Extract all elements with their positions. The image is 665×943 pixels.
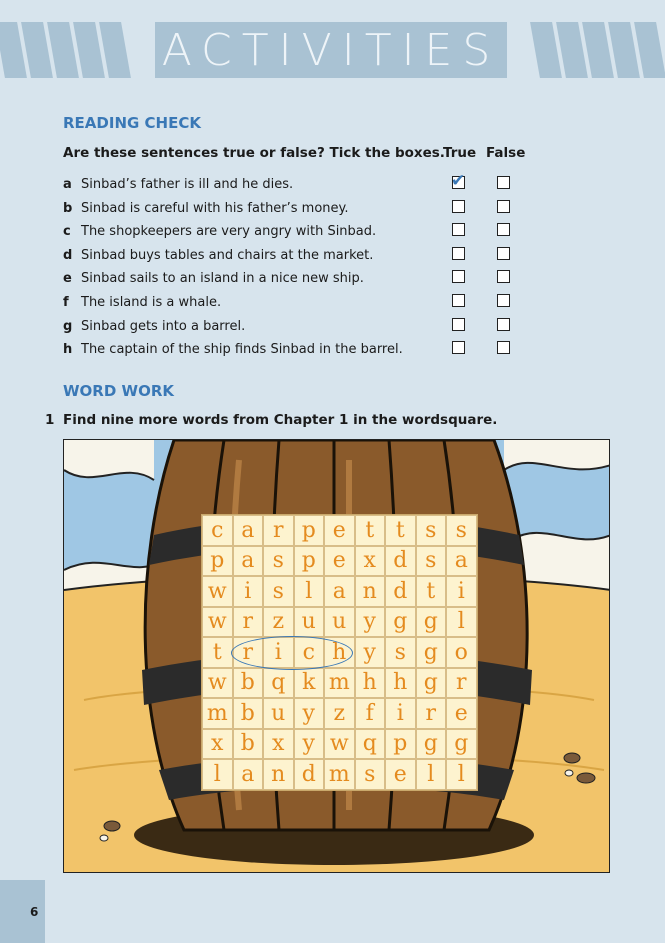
wordsquare-cell[interactable]: g — [416, 607, 447, 638]
wordsquare-cell[interactable]: u — [294, 607, 325, 638]
banner-stripes-right — [535, 22, 665, 78]
page-title: ACTIVITIES — [161, 24, 501, 76]
wordsquare-cell[interactable]: l — [416, 759, 447, 790]
wordsquare-cell[interactable]: s — [416, 515, 447, 546]
wordsquare-cell[interactable]: s — [385, 637, 416, 668]
wordsquare-cell[interactable]: y — [355, 607, 386, 638]
statement-letter: g — [63, 318, 73, 334]
wordsquare-cell[interactable]: a — [233, 546, 264, 577]
wordsquare-cell[interactable]: y — [294, 698, 325, 729]
wordsquare-cell[interactable]: a — [446, 546, 477, 577]
wordsquare-cell[interactable]: l — [446, 759, 477, 790]
wordsquare-cell[interactable]: s — [263, 546, 294, 577]
wordsquare-cell[interactable]: a — [233, 515, 264, 546]
wordsquare-cell[interactable]: i — [263, 637, 294, 668]
wordsquare-cell[interactable]: w — [202, 607, 233, 638]
page-number: 6 — [30, 905, 39, 919]
wordsquare-cell[interactable]: i — [446, 576, 477, 607]
wordsquare-cell[interactable]: m — [324, 759, 355, 790]
wordsquare-cell[interactable]: b — [233, 729, 264, 760]
false-checkbox[interactable] — [497, 223, 510, 236]
true-checkbox[interactable] — [451, 171, 466, 191]
wordsquare-cell[interactable]: r — [233, 607, 264, 638]
wordsquare-cell[interactable]: p — [294, 515, 325, 546]
wordsquare-cell[interactable]: l — [294, 576, 325, 607]
wordsquare-cell[interactable]: p — [385, 729, 416, 760]
statement-text: Sinbad sails to an island in a nice new ship. — [81, 271, 364, 287]
wordsquare-cell[interactable]: t — [416, 576, 447, 607]
true-column-heading: True — [443, 145, 477, 161]
wordsquare-cell[interactable]: g — [416, 668, 447, 699]
true-checkbox[interactable] — [452, 247, 465, 260]
wordsquare-cell[interactable]: z — [324, 698, 355, 729]
statement-item — [63, 292, 623, 316]
wordsquare-cell[interactable]: w — [202, 576, 233, 607]
statement-letter: h — [63, 342, 73, 358]
wordsquare-cell[interactable]: e — [324, 546, 355, 577]
barrel-illustration — [63, 439, 610, 873]
statement-text: Sinbad’s father is ill and he dies. — [81, 177, 294, 192]
statement-list — [63, 171, 623, 363]
banner-stripes-left — [0, 22, 130, 78]
true-checkbox[interactable] — [452, 223, 465, 236]
wordsquare-cell[interactable]: t — [202, 637, 233, 668]
wordsquare-cell[interactable]: x — [355, 546, 386, 577]
wordsquare-cell[interactable]: r — [263, 515, 294, 546]
wordsquare-cell[interactable]: h — [355, 668, 386, 699]
statement-item — [63, 221, 623, 245]
statement-item — [63, 171, 623, 198]
wordsquare-cell[interactable]: y — [294, 729, 325, 760]
wordsquare-cell[interactable]: x — [263, 729, 294, 760]
wordsquare-cell[interactable]: o — [446, 637, 477, 668]
banner-title-box — [155, 22, 507, 78]
wordsquare-cell[interactable]: c — [294, 637, 325, 668]
wordsquare-cell[interactable]: g — [385, 607, 416, 638]
wordsquare-cell[interactable]: n — [263, 759, 294, 790]
reading-check-instruction: Are these sentences true or false? Tick the boxes. — [63, 145, 445, 161]
false-checkbox[interactable] — [497, 176, 510, 189]
wordsquare-cell[interactable]: f — [355, 698, 386, 729]
wordsquare-cell[interactable]: w — [202, 668, 233, 699]
wordsquare-cell[interactable]: s — [263, 576, 294, 607]
wordsquare-cell[interactable]: x — [202, 729, 233, 760]
wordsquare-cell[interactable]: b — [233, 668, 264, 699]
statement-item — [63, 245, 623, 269]
statement-text: The island is a whale. — [81, 294, 222, 310]
statement-text: Sinbad is careful with his father’s money. — [81, 200, 349, 216]
wordsquare-cell[interactable]: g — [446, 729, 477, 760]
wordsquare-cell[interactable]: w — [324, 729, 355, 760]
statement-letter: a — [63, 177, 72, 192]
wordsquare-cell[interactable]: a — [324, 576, 355, 607]
wordsquare-cell[interactable]: h — [385, 668, 416, 699]
true-checkbox[interactable] — [452, 294, 465, 307]
tick-icon: ✔ — [451, 171, 466, 191]
false-checkbox[interactable] — [497, 318, 510, 331]
statement-letter: d — [63, 247, 73, 263]
wordsquare-cell[interactable]: d — [385, 576, 416, 607]
task-number: 1 — [45, 412, 55, 428]
statement-item — [63, 198, 623, 222]
wordsquare-cell[interactable]: d — [385, 546, 416, 577]
wordsquare-cell[interactable]: u — [324, 607, 355, 638]
wordsquare-cell[interactable]: t — [385, 515, 416, 546]
wordsquare-cell[interactable]: m — [202, 698, 233, 729]
statement-letter: b — [63, 200, 73, 216]
wordsquare-cell[interactable]: r — [416, 698, 447, 729]
statement-text: The shopkeepers are very angry with Sinbad. — [81, 224, 377, 240]
statement-item — [63, 339, 623, 363]
wordsquare-cell[interactable]: p — [294, 546, 325, 577]
wordsquare-cell[interactable]: r — [233, 637, 264, 668]
task-text: Find nine more words from Chapter 1 in the wordsquare. — [63, 412, 498, 428]
wordsquare-cell[interactable]: q — [355, 729, 386, 760]
statement-letter: f — [63, 294, 69, 310]
false-column-heading: False — [486, 145, 526, 161]
wordsquare-cell[interactable]: g — [416, 729, 447, 760]
wordsquare-cell[interactable]: z — [263, 607, 294, 638]
wordsquare-cell[interactable]: s — [446, 515, 477, 546]
true-checkbox[interactable] — [452, 270, 465, 283]
wordsquare-cell[interactable]: q — [263, 668, 294, 699]
wordsquare-cell[interactable]: r — [446, 668, 477, 699]
wordsquare-cell[interactable]: l — [446, 607, 477, 638]
wordsquare-cell[interactable]: i — [233, 576, 264, 607]
reading-check-heading: READING CHECK — [63, 114, 201, 132]
wordsquare-cell[interactable]: t — [355, 515, 386, 546]
statement-text: The captain of the ship finds Sinbad in the barrel. — [81, 342, 403, 358]
false-checkbox[interactable] — [497, 294, 510, 307]
statement-letter: c — [63, 224, 71, 240]
activities-banner — [0, 22, 665, 78]
wordsquare-cell[interactable]: s — [416, 546, 447, 577]
true-checkbox[interactable] — [452, 318, 465, 331]
word-work-heading: WORD WORK — [63, 382, 174, 400]
statement-letter: e — [63, 271, 72, 287]
false-checkbox[interactable] — [497, 270, 510, 283]
wordsquare-cell[interactable]: c — [202, 515, 233, 546]
wordsquare-cell[interactable]: u — [263, 698, 294, 729]
true-checkbox[interactable] — [452, 341, 465, 354]
wordsquare-cell[interactable]: l — [202, 759, 233, 790]
wordsquare-cell[interactable]: p — [202, 546, 233, 577]
wordsquare-cell[interactable]: a — [233, 759, 264, 790]
wordsquare-cell[interactable]: s — [355, 759, 386, 790]
false-checkbox[interactable] — [497, 200, 510, 213]
wordsquare-cell[interactable]: d — [294, 759, 325, 790]
statement-text: Sinbad buys tables and chairs at the market. — [81, 247, 374, 263]
true-checkbox[interactable] — [452, 200, 465, 213]
wordsquare-cell[interactable]: n — [355, 576, 386, 607]
wordsquare-cell[interactable]: i — [385, 698, 416, 729]
wordsquare-cell[interactable]: b — [233, 698, 264, 729]
wordsquare-cell[interactable]: y — [355, 637, 386, 668]
statement-item — [63, 268, 623, 292]
wordsquare-cell[interactable]: g — [416, 637, 447, 668]
wordsquare-cell[interactable]: m — [324, 668, 355, 699]
false-checkbox[interactable] — [497, 341, 510, 354]
wordsquare-cell[interactable]: e — [324, 515, 355, 546]
wordsquare-cell[interactable]: k — [294, 668, 325, 699]
wordsquare-cell[interactable]: h — [324, 637, 355, 668]
false-checkbox[interactable] — [497, 247, 510, 260]
wordsquare-cell[interactable]: e — [385, 759, 416, 790]
statement-text: Sinbad gets into a barrel. — [81, 318, 246, 334]
wordsquare-grid — [201, 514, 478, 791]
statement-item — [63, 316, 623, 340]
wordsquare-cell[interactable]: e — [446, 698, 477, 729]
